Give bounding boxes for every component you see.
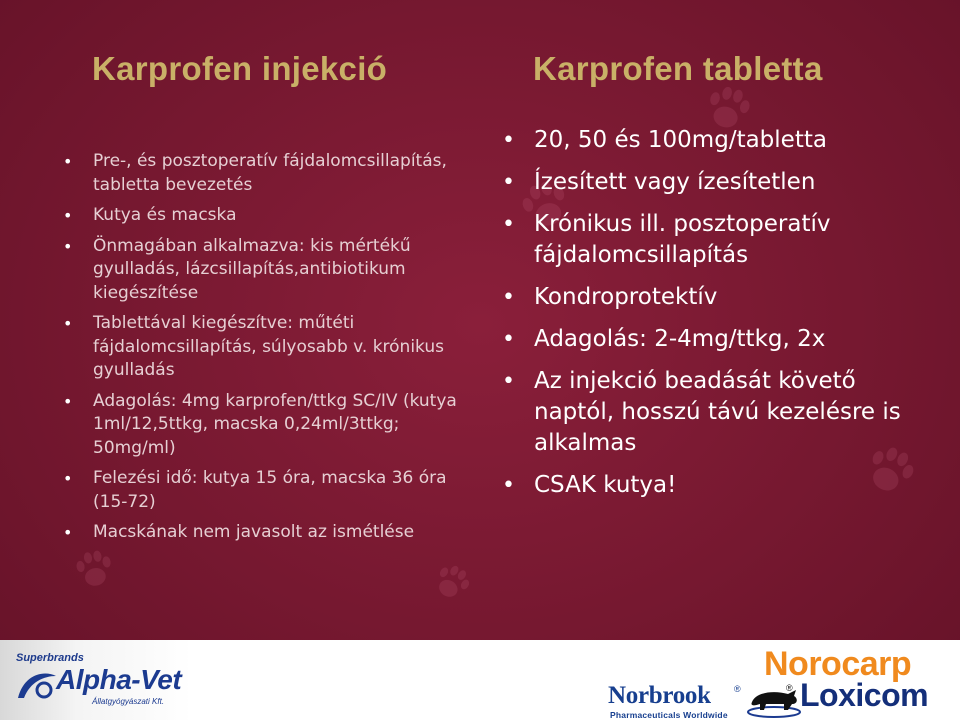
left-bullet-item: • Önmagában alkalmazva: kis mértékű gyulladás, lázcsillapítás,antibiotikum kiegészítése — [63, 235, 468, 306]
bull-logo-icon — [744, 682, 804, 718]
left-bullet-item: • Tablettával kiegészítve: műtéti fájdalomcsillapítás, súlyosabb v. krónikus gyulladás — [63, 312, 468, 383]
right-bullet-item: • Az injekció beadását követő naptól, hosszú távú kezelésre is alkalmas — [500, 366, 920, 459]
norocarp-logo: Norocarp — [764, 645, 912, 683]
bull-registered-mark: ® — [786, 683, 793, 693]
left-bullet-list — [63, 150, 468, 552]
left-bullet-item: • Adagolás: 4mg karprofen/ttkg SC/IV (kutya 1ml/12,5ttkg, macska 0,24ml/3ttkg; 50mg/ml) — [63, 390, 468, 461]
loxicom-logo: Loxicom — [800, 677, 929, 713]
right-bullet-list — [500, 125, 920, 512]
right-bullet-item: • Ízesített vagy ízesítetlen — [500, 167, 920, 198]
norbrook-subtitle: Pharmaceuticals Worldwide — [610, 710, 728, 720]
right-bullet-item: • Krónikus ill. posztoperatív fájdalomcsillapítás — [500, 209, 920, 271]
right-bullet-item: • Kondroprotektív — [500, 282, 920, 313]
left-column-title: Karprofen injekció — [92, 50, 388, 87]
right-bullet-item: • Adagolás: 2-4mg/ttkg, 2x — [500, 324, 920, 355]
right-bullet-item: • CSAK kutya! — [500, 470, 920, 501]
paw-print-icon — [422, 552, 482, 612]
norbrook-registered-mark: ® — [734, 684, 741, 694]
logo-footer — [0, 640, 960, 720]
alphavet-logo — [14, 650, 189, 712]
alphavet-subtitle: Állatgyógyászati Kft. — [92, 697, 165, 706]
norbrook-name: Norbrook — [608, 682, 711, 709]
left-bullet-item: • Felezési idő: kutya 15 óra, macska 36 óra (15-72) — [63, 467, 468, 514]
right-bullet-item: • 20, 50 és 100mg/tabletta — [500, 125, 920, 156]
right-column-title: Karprofen tabletta — [533, 50, 823, 87]
left-bullet-item: • Kutya és macska — [63, 204, 468, 228]
superbrands-label: Superbrands — [16, 652, 84, 664]
left-bullet-item: • Pre-, és posztoperatív fájdalomcsillapítás, tabletta bevezetés — [63, 150, 468, 197]
alphavet-name: Alpha-Vet — [56, 664, 182, 695]
left-bullet-item: • Macskának nem javasolt az ismétlése — [63, 521, 468, 545]
alphavet-mark-icon — [14, 668, 58, 702]
